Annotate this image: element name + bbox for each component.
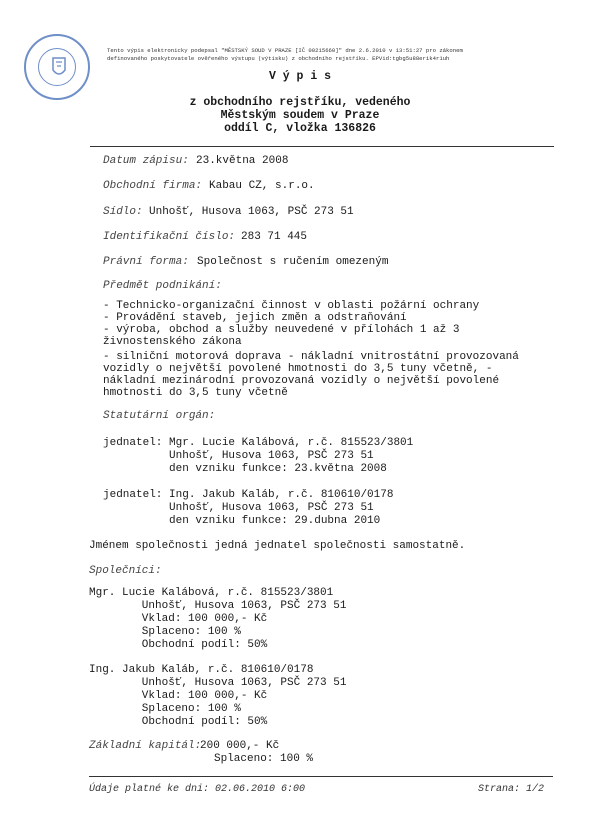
jednatel-1-line: den vzniku funkce: 23.května 2008	[103, 463, 387, 475]
jednatel-1-line: jednatel: Mgr. Lucie Kalábová, r.č. 815523/3801	[103, 437, 414, 449]
court-seal	[24, 34, 90, 100]
firma-value: Kabau CZ, s.r.o.	[209, 180, 315, 192]
jednatel-2-line: Unhošť, Husova 1063, PSČ 273 51	[103, 502, 374, 514]
footer-date: Údaje platné ke dni: 02.06.2010 6:00	[89, 784, 306, 795]
ico-value: 283 71 445	[241, 231, 308, 243]
predmet-line: - Technicko-organizační činnost v oblasti požární ochrany	[103, 300, 480, 312]
spolecnici-label: Společníci:	[89, 565, 162, 577]
predmet-line: - výroba, obchod a služby neuvedené v přílohách 1 až 3	[103, 324, 460, 336]
predmet-line: - silniční motorová doprava - nákladní vnitrostátní provozovaná	[103, 351, 519, 363]
predmet-line: živnostenského zákona	[103, 336, 242, 348]
spolecnik-2-line: Unhošť, Husova 1063, PSČ 273 51	[89, 677, 347, 689]
header-note-line-2: definovaného poskytovatele ověřeného výstupu (výtisku) z obchodního rejstříku. EPVid:tgbg5u88erik4r1uh	[107, 55, 450, 62]
sidlo-label: Sídlo:	[103, 206, 143, 218]
spolecnik-2-line: Splaceno: 100 %	[89, 703, 241, 715]
jednatel-2-line: den vzniku funkce: 29.dubna 2010	[103, 515, 381, 527]
forma-value: Společnost s ručením omezeným	[197, 256, 389, 268]
predmet-line: nákladní mezinárodní provozovaná vozidly o největší povolené	[103, 375, 500, 387]
header-note-line-1: Tento výpis elektronicky podepsal "MĚSTSKÝ SOUD V PRAZE [IČ 00215660]" dne 2.6.2010 v 13:51:27 pro zákonem	[107, 47, 463, 54]
title-line-2: z obchodního rejstříku, vedeného	[189, 96, 411, 109]
spolecnik-2-line: Vklad: 100 000,- Kč	[89, 690, 268, 702]
datum-label: Datum zápisu:	[103, 155, 189, 167]
footer-rule	[89, 776, 553, 777]
kapital-value: 200 000,- Kč	[200, 740, 280, 752]
page-number: Strana: 1/2	[478, 784, 545, 795]
firma-label: Obchodní firma:	[103, 180, 203, 192]
spolecnik-1-line: Obchodní podíl: 50%	[89, 639, 268, 651]
seal-lion-icon	[26, 36, 92, 102]
spolecnik-1-line: Vklad: 100 000,- Kč	[89, 613, 268, 625]
spolecnik-1-line: Splaceno: 100 %	[89, 626, 241, 638]
forma-label: Právní forma:	[103, 256, 189, 268]
sidlo-value: Unhošť, Husova 1063, PSČ 273 51	[149, 206, 354, 218]
ico-label: Identifikační číslo:	[103, 231, 236, 243]
jednatel-2-line: jednatel: Ing. Jakub Kaláb, r.č. 810610/0178	[103, 489, 394, 501]
title-rule	[90, 146, 554, 147]
document-title: V ý p i s	[268, 70, 332, 83]
datum-value: 23.května 2008	[196, 155, 289, 167]
title-line-3: Městským soudem v Praze	[220, 109, 380, 122]
title-line-4: oddíl C, vložka 136826	[224, 122, 376, 135]
predmet-line: hmotnosti do 3,5 tuny včetně	[103, 387, 288, 399]
kapital-label: Základní kapitál:	[89, 740, 202, 752]
spolecnik-1-line: Mgr. Lucie Kalábová, r.č. 815523/3801	[89, 587, 334, 599]
spolecnik-2-line: Obchodní podíl: 50%	[89, 716, 268, 728]
predmet-label: Předmět podnikání:	[103, 280, 222, 292]
predmet-line: vozidly o největší povolené hmotnosti do 3,5 tuny včetně, -	[103, 363, 493, 375]
kapital-splaceno: Splaceno: 100 %	[214, 753, 314, 765]
statutarni-label: Statutární orgán:	[103, 410, 216, 422]
spolecnik-1-line: Unhošť, Husova 1063, PSČ 273 51	[89, 600, 347, 612]
spolecnik-2-line: Ing. Jakub Kaláb, r.č. 810610/0178	[89, 664, 314, 676]
predmet-line: - Provádění staveb, jejich změn a odstraňování	[103, 312, 407, 324]
jednatel-1-line: Unhošť, Husova 1063, PSČ 273 51	[103, 450, 374, 462]
jmenem-text: Jménem společnosti jedná jednatel společnosti samostatně.	[89, 540, 466, 552]
